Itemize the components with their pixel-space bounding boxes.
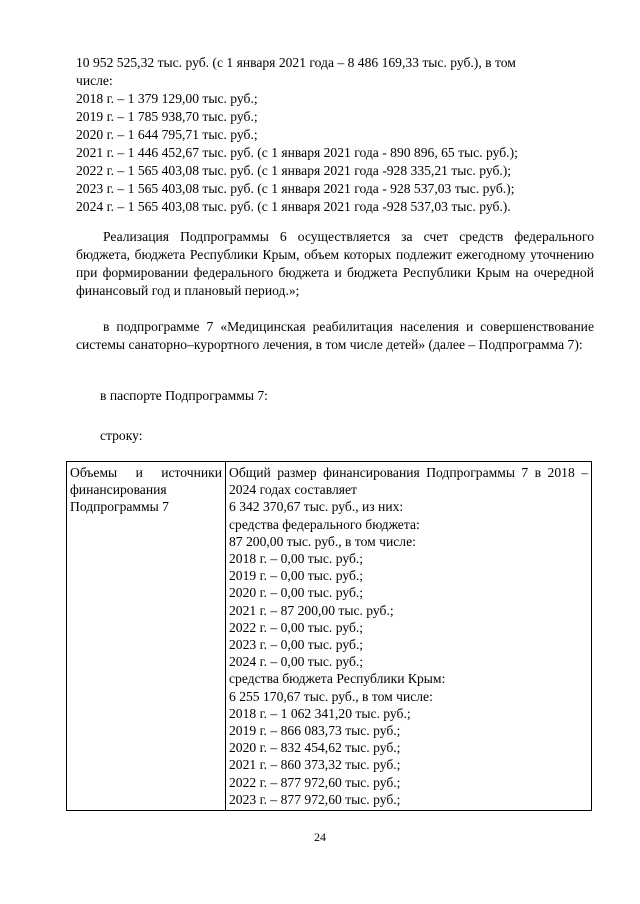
right-cell-line: 2022 г. – 0,00 тыс. руб.; (229, 619, 364, 635)
right-cell-line: 2022 г. – 877 972,60 тыс. руб.; (229, 774, 401, 790)
right-cell-line: 2023 г. – 0,00 тыс. руб.; (229, 637, 364, 653)
right-cell-line: 6 255 170,67 тыс. руб., в том числе: (229, 688, 433, 704)
financing-table (66, 461, 592, 811)
page-number: 24 (314, 830, 326, 844)
row-line: строку: (100, 428, 143, 443)
right-cell-line: 2018 г. – 0,00 тыс. руб.; (229, 551, 364, 567)
summary-line: 2023 г. – 1 565 403,08 тыс. руб. (с 1 января 2021 года - 928 537,03 тыс. руб.); (76, 181, 515, 196)
right-cell-line: средства федерального бюджета: (229, 516, 420, 532)
financing-summary (76, 54, 594, 216)
right-cell-line: 87 200,00 тыс. руб., в том числе: (229, 533, 416, 549)
subprogram-paragraph: в подпрограмме 7 «Медицинская реабилитация населения и совершенствование системы санаторно–курортного лечения, в том числе детей» (далее – Подпрограмма 7): (76, 319, 594, 352)
summary-line: числе: (76, 73, 113, 88)
summary-line: 2022 г. – 1 565 403,08 тыс. руб. (с 1 января 2021 года -928 335,21 тыс. руб.); (76, 163, 512, 178)
table-left-cell (67, 462, 226, 811)
table-right-cell (226, 462, 592, 811)
right-cell-line: 2021 г. – 860 373,32 тыс. руб.; (229, 757, 401, 773)
right-cell-intro: Общий размер финансирования Подпрограммы 7 в 2018 – 2024 годах составляет (229, 465, 588, 498)
summary-line: 2018 г. – 1 379 129,00 тыс. руб.; (76, 91, 258, 106)
right-cell-line: 2020 г. – 0,00 тыс. руб.; (229, 585, 364, 601)
table-row (67, 462, 592, 811)
right-cell-line: 2024 г. – 0,00 тыс. руб.; (229, 654, 364, 670)
right-cell-line: 2019 г. – 0,00 тыс. руб.; (229, 568, 364, 584)
right-cell-line: 2019 г. – 866 083,73 тыс. руб.; (229, 723, 401, 739)
summary-line: 2024 г. – 1 565 403,08 тыс. руб. (с 1 января 2021 года -928 537,03 тыс. руб.). (76, 199, 511, 214)
right-cell-line: средства бюджета Республики Крым: (229, 671, 446, 687)
summary-line: 2021 г. – 1 446 452,67 тыс. руб. (с 1 января 2021 года - 890 896, 65 тыс. руб.); (76, 145, 518, 160)
right-cell-line: 2021 г. – 87 200,00 тыс. руб.; (229, 602, 394, 618)
summary-line: 2020 г. – 1 644 795,71 тыс. руб.; (76, 127, 258, 142)
passport-line: в паспорте Подпрограммы 7: (100, 388, 268, 403)
right-cell-line: 6 342 370,67 тыс. руб., из них: (229, 499, 404, 515)
left-cell-text: Объемы и источники финансирования Подпрограммы 7 (70, 465, 222, 515)
summary-line: 10 952 525,32 тыс. руб. (с 1 января 2021 года – 8 486 169,33 тыс. руб.), в том (76, 55, 516, 70)
right-cell-line: 2020 г. – 832 454,62 тыс. руб.; (229, 740, 401, 756)
summary-line: 2019 г. – 1 785 938,70 тыс. руб.; (76, 109, 258, 124)
right-cell-line: 2018 г. – 1 062 341,20 тыс. руб.; (229, 705, 411, 721)
right-cell-line: 2023 г. – 877 972,60 тыс. руб.; (229, 791, 401, 807)
realization-paragraph: Реализация Подпрограммы 6 осуществляется за счет средств федерального бюджета, бюджета Республики Крым, объем которых подлежит ежегодному уточнению при формировании федерального бюджета и бюджета Республики Крым на очередной финансовый год и плановый период.»; (76, 229, 594, 298)
